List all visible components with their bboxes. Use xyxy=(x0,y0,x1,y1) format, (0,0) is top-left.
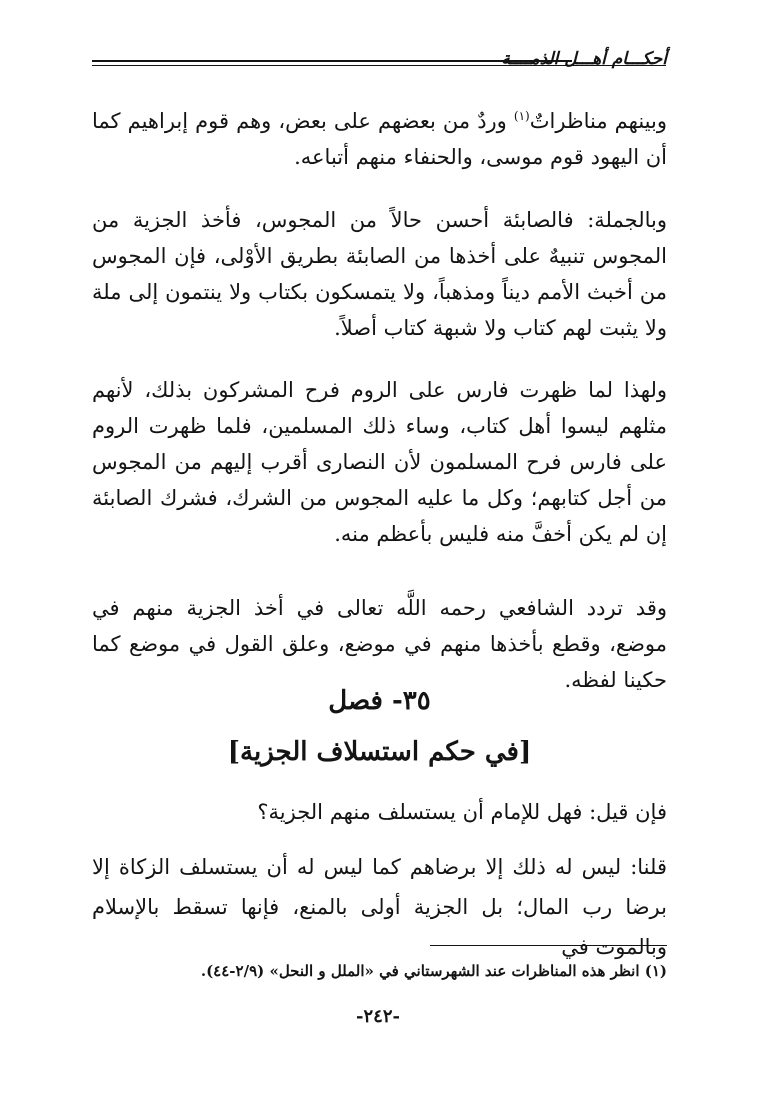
paragraph-1-text xyxy=(92,103,667,175)
paragraph-4-text: وقد تردد الشافعي رحمه اللَّه تعالى في أخذ الجزية منهم في موضع، وقطع بأخذها منهم في موضع، وعلق القول في موضع كما حكينا لفظه. xyxy=(92,596,667,692)
section-title: [في حكم استسلاف الجزية] xyxy=(227,737,532,767)
question-text: فإن قيل: فهل للإمام أن يستسلف منهم الجزية؟ xyxy=(257,800,667,824)
paragraph-3-text: ولهذا لما ظهرت فارس على الروم فرح المشركون بذلك، لأنهم مثلهم ليسوا أهل كتاب، وساء ذلك المسلمين، فلما ظهرت الروم على فارس فرح المسلمون لأن النصارى أقرب إليهم من المجوس من أجل كتابهم؛ وكل ما عليه المجوس من الشرك، فشرك الصابئة إن لم يكن أخفَّ منه فليس بأعظم منه. xyxy=(92,378,667,546)
running-header-title: أحكـــام أهـــل الذمــــة xyxy=(501,49,667,69)
paragraph-3 xyxy=(92,372,667,552)
paragraph-1 xyxy=(92,103,667,175)
footnote-text: (١) انظر هذه المناظرات عند الشهرستاني في «الملل و النحل» (٢/٩-٤٤). xyxy=(200,962,667,980)
paragraph-1-rest: وردٌ من بعضهم على بعض، وهم قوم إبراهيم كما أن اليهود قوم موسى، والحنفاء منهم أتباعه. xyxy=(92,109,667,169)
footnote-separator xyxy=(430,945,667,946)
paragraph-4 xyxy=(92,590,667,698)
footnote-reference: (١) xyxy=(513,109,530,123)
page-number: -٢٤٢- xyxy=(356,1006,400,1027)
paragraph-2-text: وبالجملة: فالصابئة أحسن حالاً من المجوس، فأخذ الجزية من المجوس تنبيهٌ على أخذها من الصابئة بطريق الأوْلى، فإن المجوس من أخبث الأمم ديناً ومذهباً، ولا يتمسكون بكتاب ولا ينتمون إلى ملة ولا يثبت لهم كتاب ولا شبهة كتاب أصلاً. xyxy=(92,208,667,340)
paragraph-1-start: وبينهم مناظراتٌ xyxy=(529,109,667,133)
header-rule-top xyxy=(92,60,572,62)
section-number-heading: ٣٥- فصل xyxy=(328,686,431,716)
header-rule-bottom xyxy=(92,65,666,66)
answer-text: قلنا: ليس له ذلك إلا برضاهم كما ليس له أن يستسلف الزكاة إلا برضا رب المال؛ بل الجزية أولى بالمنع، فإنها تسقط بالإسلام وبالموت في xyxy=(92,855,667,959)
paragraph-2 xyxy=(92,202,667,346)
